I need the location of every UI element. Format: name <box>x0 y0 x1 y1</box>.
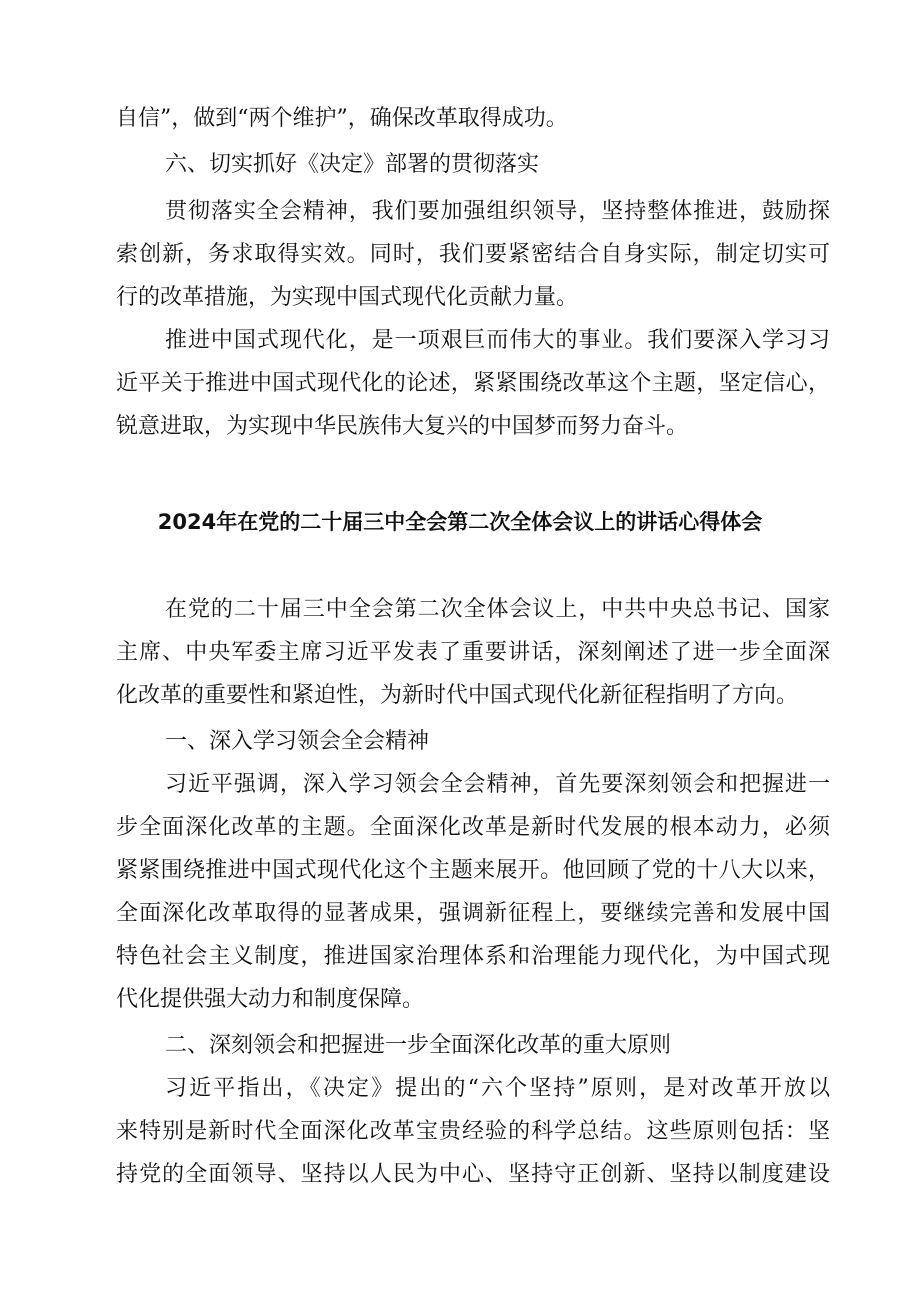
paragraph-line: 贯彻落实全会精神，我们要加强组织领导，坚持整体推进，鼓励探 <box>165 199 830 224</box>
article-title: 2024年在党的二十届三中全会第二次全体会议上的讲话心得体会 <box>157 510 763 534</box>
paragraph-line: 紧紧围绕推进中国式现代化这个主题来展开。他回顾了党的十八大以来， <box>116 858 830 883</box>
paragraph-line: 自信”，做到“两个维护”，确保改革取得成功。 <box>116 106 568 131</box>
section-heading-1: 一、深入学习领会全会精神 <box>165 729 430 754</box>
paragraph-line: 化改革的重要性和紧迫性，为新时代中国式现代化新征程指明了方向。 <box>116 683 799 708</box>
paragraph-line: 习近平强调，深入学习领会全会精神，首先要深刻领会和把握进一 <box>165 772 830 797</box>
paragraph-line: 主席、中央军委主席习近平发表了重要讲话，深刻阐述了进一步全面深 <box>116 640 830 665</box>
section-heading-2: 二、深刻领会和把握进一步全面深化改革的重大原则 <box>165 1033 672 1058</box>
paragraph-line: 步全面深化改革的主题。全面深化改革是新时代发展的根本动力，必须 <box>116 815 830 840</box>
paragraph-line: 来特别是新时代全面深化改革宝贵经验的科学总结。这些原则包括：坚 <box>116 1119 830 1144</box>
paragraph-line: 代化提供强大动力和制度保障。 <box>116 987 425 1012</box>
paragraph-line: 全面深化改革取得的显著成果，强调新征程上，要继续完善和发展中国 <box>116 901 830 926</box>
paragraph-line: 持党的全面领导、坚持以人民为中心、坚持守正创新、坚持以制度建设 <box>116 1162 830 1187</box>
section-heading-6: 六、切实抓好《决定》部署的贯彻落实 <box>165 152 540 177</box>
paragraph-line: 锐意进取，为实现中华民族伟大复兴的中国梦而努力奋斗。 <box>116 414 689 439</box>
paragraph-line: 索创新，务求取得实效。同时，我们要紧密结合自身实际，制定切实可 <box>116 242 830 267</box>
paragraph-line: 近平关于推进中国式现代化的论述，紧紧围绕改革这个主题，坚定信心， <box>116 371 830 396</box>
paragraph-line: 在党的二十届三中全会第二次全体会议上，中共中央总书记、国家 <box>165 597 830 622</box>
paragraph-line: 行的改革措施，为实现中国式现代化贡献力量。 <box>116 285 579 310</box>
paragraph-line: 习近平指出，《决定》提出的“六个坚持”原则，是对改革开放以 <box>165 1076 830 1101</box>
paragraph-line: 特色社会主义制度，推进国家治理体系和治理能力现代化，为中国式现 <box>116 944 830 969</box>
paragraph-line: 推进中国式现代化，是一项艰巨而伟大的事业。我们要深入学习习 <box>165 328 830 353</box>
